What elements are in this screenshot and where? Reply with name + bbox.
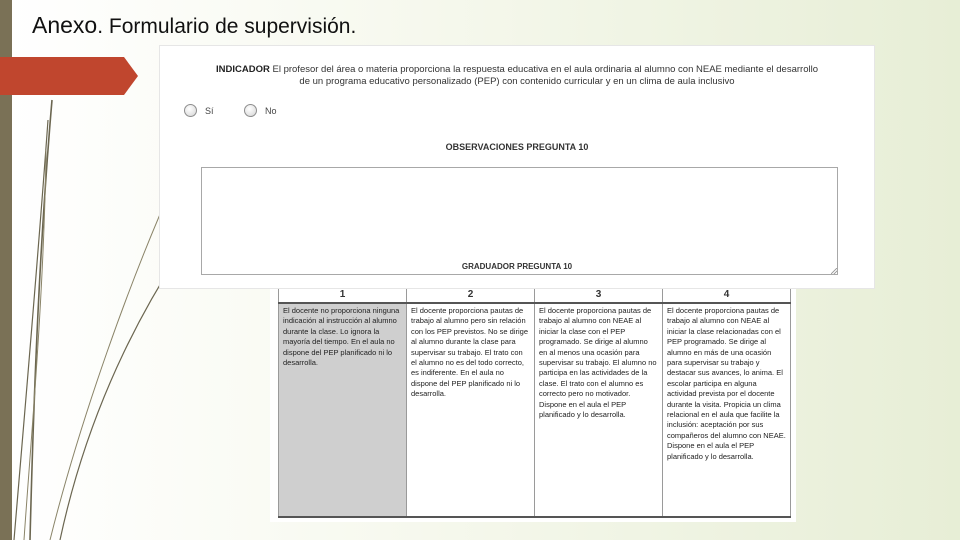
graduator-cell-2: El docente proporciona pautas de trabajo al alumno pero sin relación con los PEP previstos. No se dirige al alumno durante la clase para supervisar su trabajo. El trato con el alumno no es del todo correcto, es indiferente. En el aula no dispone del PEP planificado ni lo desarrolla. — [407, 303, 535, 517]
indicator-line-2: de un programa educativo personalizado (PEP) con contenido curricular y en un clima de aula inclusivo — [299, 76, 735, 87]
graduator-panel — [270, 280, 796, 522]
slide-title-rest: . Formulario de supervisión. — [97, 15, 357, 38]
radio-no-label: No — [265, 105, 277, 116]
indicator-label: INDICADOR — [216, 64, 270, 75]
supervision-form — [160, 46, 874, 288]
option-no[interactable] — [244, 104, 277, 117]
graduator-body-row — [279, 303, 791, 517]
graduator-table — [278, 286, 791, 518]
graduator-title: GRADUADOR PREGUNTA 10 — [461, 262, 573, 271]
graduator-cell-4: El docente proporciona pautas de trabajo al alumno con NEAE al iniciar la clase relacionadas con el PEP programado. Se dirige al alumno en más de una ocasión para supervisar su trabajo y destacar sus avances, lo anima. El escolar participa en alguna actividad prevista por el docente durante la visita. Propicia un clima relacional en el aula que facilite la inclusión: aceptación por sus compañeros del alumno con NEAE. Dispone en el aula el PEP planificado y lo desarrolla. — [663, 303, 791, 517]
graduator-header-row — [279, 287, 791, 304]
graduator-header-2: 2 — [407, 287, 535, 304]
slide-title-lead: Anexo — [32, 12, 98, 38]
radio-si[interactable] — [184, 104, 197, 117]
option-si[interactable] — [184, 104, 214, 117]
resize-handle-icon[interactable] — [831, 268, 837, 274]
indicator-line-1 — [164, 64, 870, 76]
slide-title — [32, 12, 356, 39]
graduator-header-4: 4 — [663, 287, 791, 304]
graduator-cell-3: El docente proporciona pautas de trabajo al alumno con NEAE al iniciar la clase con el PEP programado. Se dirige al alumno en al menos una ocasión para supervisar su trabajo. El alumno no participa en las actividades de la clase. El trato con el alumno es correcto pero no motivador. Dispone en el aula el PEP planificado y lo desarrolla. — [535, 303, 663, 517]
indicator-statement — [164, 64, 870, 88]
radio-si-label: Sí — [205, 105, 214, 116]
indicator-text-1: El profesor del área o materia proporciona la respuesta educativa en el aula ordinaria al alumno con NEAE mediante el desarrollo — [269, 64, 818, 75]
graduator-cell-1: El docente no proporciona ninguna indicación al instrucción al alumno durante la clase. Lo ignora la mayoría del tiempo. En el aula no dispone del PEP planificado ni lo desarrolla. — [279, 303, 407, 517]
observations-title: OBSERVACIONES PREGUNTA 10 — [445, 142, 589, 152]
graduator-header-3: 3 — [535, 287, 663, 304]
radio-no[interactable] — [244, 104, 257, 117]
graduator-header-1: 1 — [279, 287, 407, 304]
observations-textarea[interactable] — [201, 167, 838, 275]
